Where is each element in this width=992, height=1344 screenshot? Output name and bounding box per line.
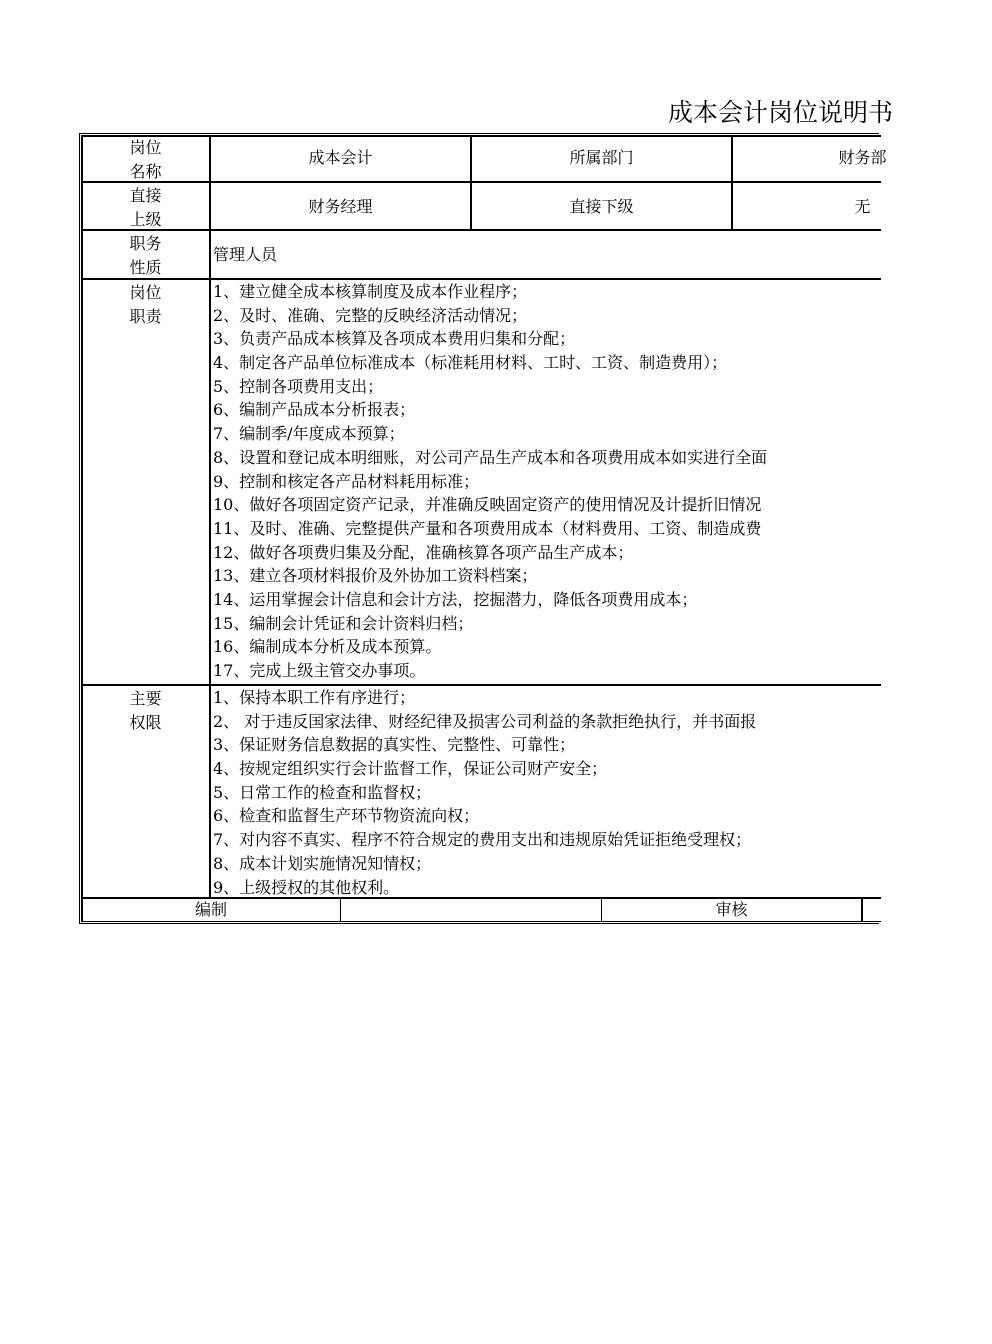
column-divider: [209, 135, 211, 897]
list-item: 1、保持本职工作有序进行；: [213, 688, 416, 707]
duties-label: [82, 281, 209, 329]
list-item: 2、及时、准确、完整的反映经济活动情况；: [213, 305, 528, 325]
list-item: 7、对内容不真实、程序不符合规定的费用支出和违规原始凭证拒绝受理权；: [213, 830, 752, 850]
table-top-border: [79, 133, 879, 134]
list-item: 11、及时、准确、完整提供产量和各项费用成本（材料费用、工资、制造成费: [213, 518, 762, 538]
direct-subordinate-label: 直接下级: [569, 197, 634, 216]
list-item: 7、编制季/年度成本预算；: [213, 424, 405, 444]
department-label: 所属部门: [569, 148, 634, 167]
direct-superior-label: [82, 184, 209, 232]
label-line: 岗位: [129, 283, 162, 302]
list-item: 5、日常工作的检查和监督权；: [213, 782, 432, 802]
label-line: 权限: [129, 713, 162, 732]
job-nature-label: [82, 232, 209, 280]
label-line: 上级: [129, 210, 162, 229]
list-item: 3、保证财务信息数据的真实性、完整性、可靠性；: [213, 735, 576, 755]
column-divider: [861, 898, 863, 922]
list-item: 8、设置和登记成本明细账，对公司产品生产成本和各项费用成本如实进行全面: [213, 447, 768, 467]
label-line: 岗位: [129, 138, 162, 157]
label-line: 直接: [129, 186, 162, 205]
list-item: 16、编制成本分析及成本预算。: [213, 637, 442, 657]
list-item: 9、控制和核定各产品材料耗用标准；: [213, 471, 480, 491]
list-item: 10、做好各项固定资产记录，并准确反映固定资产的使用情况及计提折旧情况: [213, 495, 762, 515]
list-item: 14、运用掌握会计信息和会计方法，挖掘潜力，降低各项费用成本；: [213, 589, 698, 609]
label-line: 职责: [129, 307, 162, 326]
list-item: 4、按规定组织实行会计监督工作，保证公司财产安全；: [213, 759, 608, 779]
position-name-label: [82, 136, 209, 184]
column-divider: [340, 898, 341, 922]
table-bottom-border: [79, 923, 879, 924]
position-name-value: 成本会计: [308, 148, 373, 167]
table-left-border: [79, 133, 80, 924]
list-item: 17、完成上级主管交办事项。: [213, 661, 426, 680]
list-item: 2、 对于违反国家法律、财经纪律及损害公司利益的条款拒绝执行，并书面报: [213, 711, 757, 731]
list-item: 9、上级授权的其他权利。: [213, 877, 400, 897]
label-line: 性质: [129, 258, 162, 277]
direct-subordinate-value: 无: [854, 197, 871, 216]
list-item: 5、控制各项费用支出；: [213, 376, 384, 396]
reviewed-by-label: 审核: [715, 900, 748, 919]
authority-list: [213, 686, 756, 899]
list-item: 13、建立各项材料报价及外协加工资料档案；: [213, 566, 538, 586]
label-line: 职务: [129, 234, 162, 253]
page-title: 成本会计岗位说明书: [668, 98, 894, 127]
authority-label: [82, 687, 209, 735]
list-item: 8、成本计划实施情况知情权；: [213, 853, 432, 873]
list-item: 1、建立健全成本核算制度及成本作业程序；: [213, 282, 528, 301]
direct-superior-value: 财务经理: [308, 197, 373, 216]
prepared-by-label: 编制: [194, 900, 227, 919]
list-item: 6、编制产品成本分析报表；: [213, 400, 416, 420]
label-line: 名称: [129, 162, 162, 181]
duties-list: [213, 280, 767, 683]
department-value: 财务部: [838, 148, 887, 167]
list-item: 12、做好各项费归集及分配，准确核算各项产品生产成本；: [213, 542, 634, 562]
label-line: 主要: [129, 689, 162, 708]
job-nature-value: 管理人员: [213, 245, 278, 264]
list-item: 3、负责产品成本核算及各项成本费用归集和分配；: [213, 329, 576, 349]
list-item: 6、检查和监督生产环节物资流向权；: [213, 806, 480, 826]
list-item: 15、编制会计凭证和会计资料归档；: [213, 613, 474, 633]
list-item: 4、制定各产品单位标准成本（标准耗用材料、工时、工资、制造费用）；: [213, 353, 728, 373]
